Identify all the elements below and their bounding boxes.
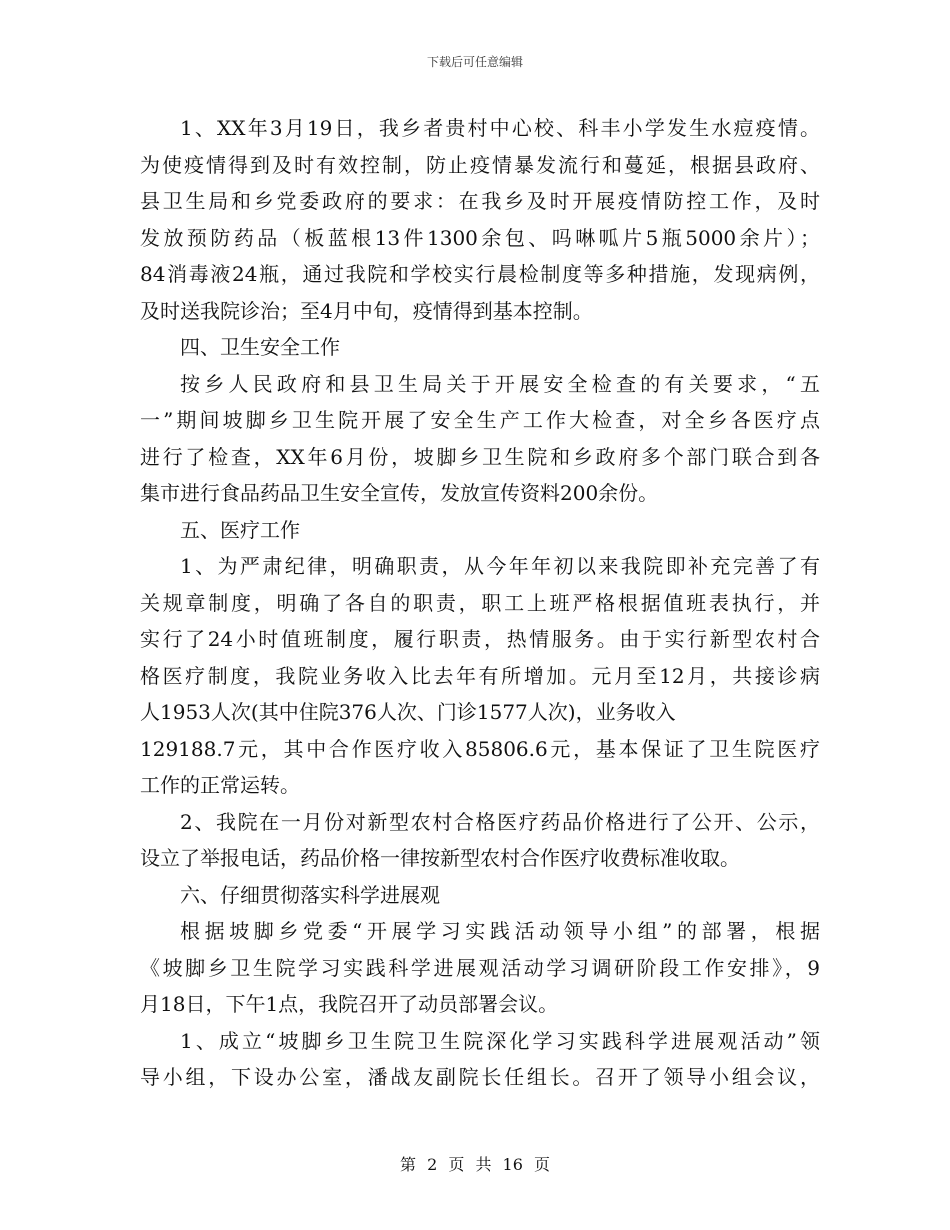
document-body bbox=[140, 110, 820, 1096]
text-line: 实行了24小时值班制度，履行职责，热情服务。由于实行新型农村合 bbox=[140, 627, 820, 651]
text-line: 发放预防药品（板蓝根13件1300余包、吗啉呱片5瓶5000余片）； bbox=[140, 225, 820, 250]
text-line: 为使疫情得到及时有效控制，防止疫情暴发流行和蔓延，根据县政府、 bbox=[140, 152, 820, 177]
text-line: 导小组，下设办公室，潘战友副院长任组长。召开了领导小组会议， bbox=[140, 1065, 820, 1089]
text-line: 84消毒液24瓶，通过我院和学校实行晨检制度等多种措施，发现病例， bbox=[140, 262, 820, 286]
page-number-footer: 第 2 页 共 16 页 bbox=[400, 1155, 550, 1174]
text-line: 按乡人民政府和县卫生局关于开展安全检查的有关要求，“五 bbox=[180, 371, 820, 396]
text-line: 工作的正常运转。 bbox=[140, 773, 300, 797]
text-line: 进行了检查，XX年6月份，坡脚乡卫生院和乡政府多个部门联合到各 bbox=[140, 444, 820, 469]
text-line: 一”期间坡脚乡卫生院开展了安全生产工作大检查，对全乡各医疗点 bbox=[140, 408, 820, 432]
text-line: 1、成立“坡脚乡卫生院卫生院深化学习实践科学进展观活动”领 bbox=[180, 1028, 820, 1053]
text-line: 人1953人次(其中住院376人次、门诊1577人次)，业务收入 bbox=[140, 700, 676, 724]
text-line: 四、卫生安全工作 bbox=[180, 335, 340, 359]
text-line: 根据坡脚乡党委“开展学习实践活动领导小组”的部署，根据 bbox=[180, 919, 820, 943]
text-line: 设立了举报电话，药品价格一律按新型农村合作医疗收费标准收取。 bbox=[140, 846, 740, 870]
text-line: 关规章制度，明确了各自的职责，职工上班严格根据值班表执行，并 bbox=[140, 590, 820, 615]
text-line: 县卫生局和乡党委政府的要求：在我乡及时开展疫情防控工作，及时 bbox=[140, 189, 820, 213]
text-line: 六、仔细贯彻落实科学进展观 bbox=[180, 882, 440, 907]
text-line: 《坡脚乡卫生院学习实践科学进展观活动学习调研阶段工作安排》，9 bbox=[140, 955, 820, 980]
text-line: 五、医疗工作 bbox=[180, 517, 300, 542]
text-line: 集市进行食品药品卫生安全宣传，发放宣传资料200余份。 bbox=[140, 481, 659, 505]
text-line: 1、为严肃纪律，明确职责，从今年年初以来我院即补充完善了有 bbox=[180, 554, 820, 578]
text-line: 1、XX年3月19日，我乡者贵村中心校、科丰小学发生水痘疫情。 bbox=[180, 116, 820, 140]
text-line: 129188.7元，其中合作医疗收入85806.6元，基本保证了卫生院医疗 bbox=[140, 736, 820, 761]
page-header-note: 下载后可任意编辑 bbox=[426, 55, 523, 69]
text-line: 及时送我院诊治；至4月中旬，疫情得到基本控制。 bbox=[140, 298, 593, 323]
text-line: 2、我院在一月份对新型农村合格医疗药品价格进行了公开、公示， bbox=[180, 809, 820, 834]
text-line: 月18日，下午1点，我院召开了动员部署会议。 bbox=[140, 992, 559, 1016]
text-line: 格医疗制度，我院业务收入比去年有所增加。元月至12月，共接诊病 bbox=[140, 663, 820, 688]
